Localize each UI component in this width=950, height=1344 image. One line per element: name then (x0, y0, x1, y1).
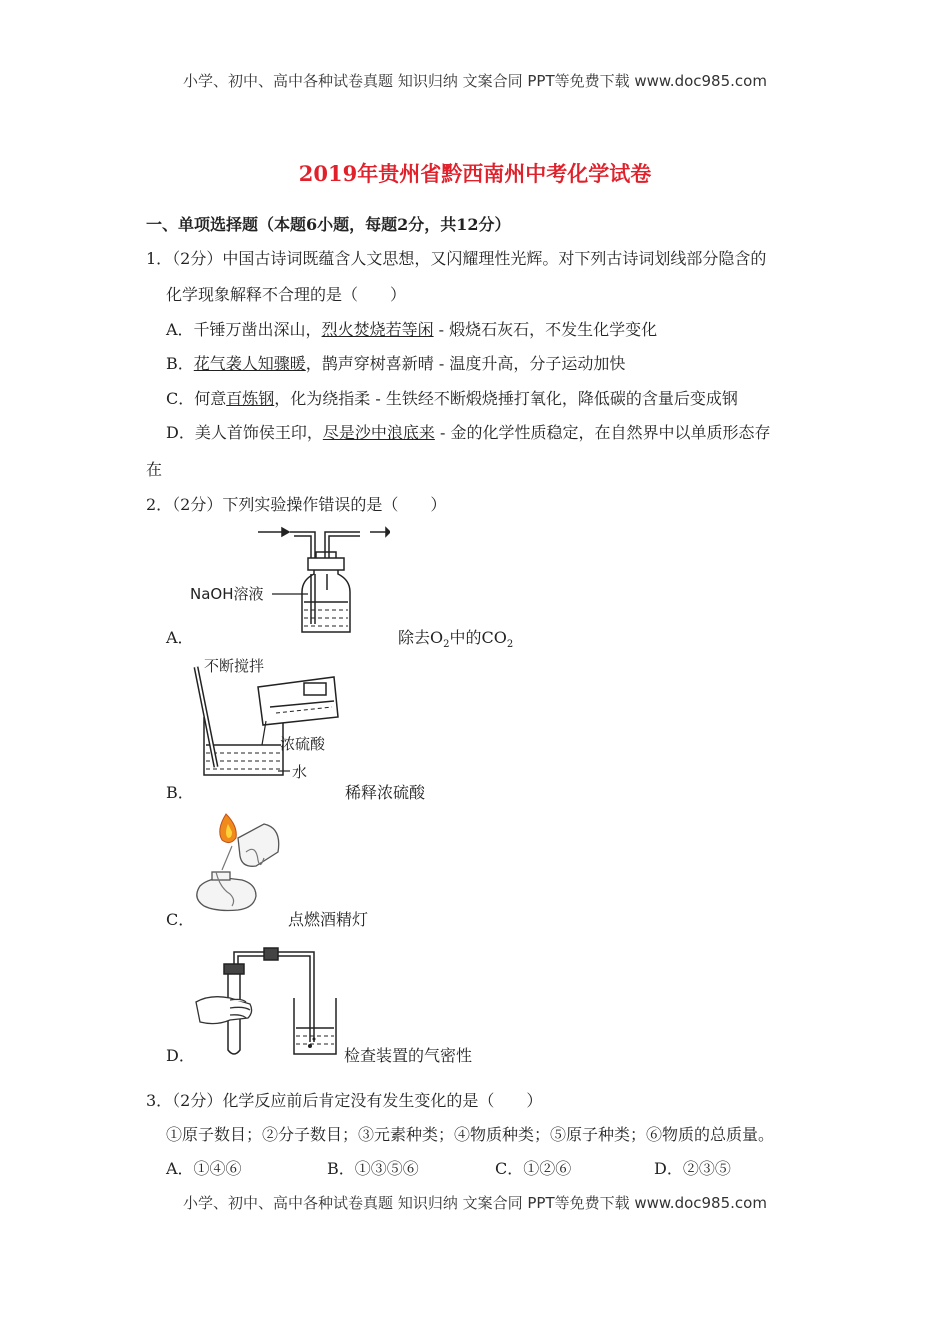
q1-b-post: ，鹊声穿树喜新晴 - 温度升高，分子运动加快 (305, 354, 626, 373)
q2-c-figure (186, 808, 286, 920)
q1-stem-line1: 1．（2分）中国古诗词既蕴含人文思想，又闪耀理性光辉。对下列古诗词划线部分隐含的 (146, 249, 767, 268)
q3-option-a: A．①④⑥ (166, 1159, 242, 1178)
q1-stem-line2: 化学现象解释不合理的是（ ） (166, 285, 407, 304)
q3-option-c: C．①②⑥ (495, 1159, 572, 1178)
q2-stem: 2．（2分）下列实验操作错误的是（ ） (146, 495, 447, 514)
q1-a-pre: A．千锤万凿出深山， (166, 320, 322, 339)
q1-c-pre: C．何意 (166, 389, 227, 408)
q1-option-c (166, 386, 738, 409)
q2-c-caption: 点燃酒精灯 (288, 910, 369, 929)
q2-b-caption: 稀释浓硫酸 (345, 783, 426, 802)
q2-a-caption-pre: 除去O (398, 628, 444, 647)
q1-c-post: ，化为绕指柔 - 生铁经不断煅烧捶打氧化，降低碳的含量后变成钢 (274, 389, 738, 408)
q1-b-underlined: 花气袭人知骤暖 (193, 354, 306, 373)
q2-b-label-stir: 不断搅拌 (204, 657, 265, 675)
q1-a-post: - 煅烧石灰石，不发生化学变化 (433, 320, 658, 339)
q2-b-figure (188, 655, 348, 783)
q1-d-underlined: 尽是沙中浪底来 (322, 423, 435, 442)
section-heading: 一、单项选择题（本题6小题，每题2分，共12分） (146, 215, 511, 234)
page-footer: 小学、初中、高中各种试卷真题 知识归纳 文案合同 PPT等免费下载 www.doc985.com (183, 1194, 767, 1212)
q2-b-label-acid: 浓硫酸 (280, 735, 326, 753)
q2-a-fig-label: NaOH溶液 (190, 585, 264, 603)
q1-option-b (166, 351, 625, 374)
q2-d-caption: 检查装置的气密性 (344, 1046, 473, 1065)
q1-c-underlined: 百炼钢 (226, 389, 275, 408)
q2-a-figure (190, 520, 390, 638)
q1-option-d (166, 420, 770, 443)
q2-a-sub2: 2 (506, 639, 514, 651)
q2-a-caption-mid: 中的CO (449, 628, 507, 647)
q3-stem: 3．（2分）化学反应前后肯定没有发生变化的是（ ） (146, 1091, 543, 1110)
q1-a-underlined: 烈火焚烧若等闲 (321, 320, 434, 339)
q1-d-pre: D．美人首饰侯王印， (166, 423, 323, 442)
page-title: 2019年贵州省黔西南州中考化学试卷 (298, 161, 652, 186)
q2-c-letter: C． (166, 910, 195, 929)
q3-option-d: D．②③⑤ (654, 1159, 731, 1178)
q2-b-label-water: 水 (292, 763, 308, 781)
q3-items: ①原子数目；②分子数目；③元素种类；④物质种类；⑤原子种类；⑥物质的总质量。 (166, 1125, 775, 1144)
q2-d-figure (190, 942, 350, 1062)
q2-a-caption (398, 625, 513, 650)
q1-d-post: - 金的化学性质稳定，在自然界中以单质形态存 (434, 423, 771, 442)
q1-option-d-continued: 在 (146, 460, 163, 479)
q2-a-sub1: 2 (443, 639, 450, 651)
q2-b-letter: B． (166, 783, 194, 802)
q3-option-b: B．①③⑤⑥ (327, 1159, 419, 1178)
q1-option-a (166, 317, 657, 340)
q2-d-letter: D． (166, 1046, 195, 1065)
q1-b-pre: B． (166, 354, 194, 373)
q2-a-letter: A． (166, 628, 194, 647)
page-header: 小学、初中、高中各种试卷真题 知识归纳 文案合同 PPT等免费下载 www.doc985.com (183, 72, 767, 90)
